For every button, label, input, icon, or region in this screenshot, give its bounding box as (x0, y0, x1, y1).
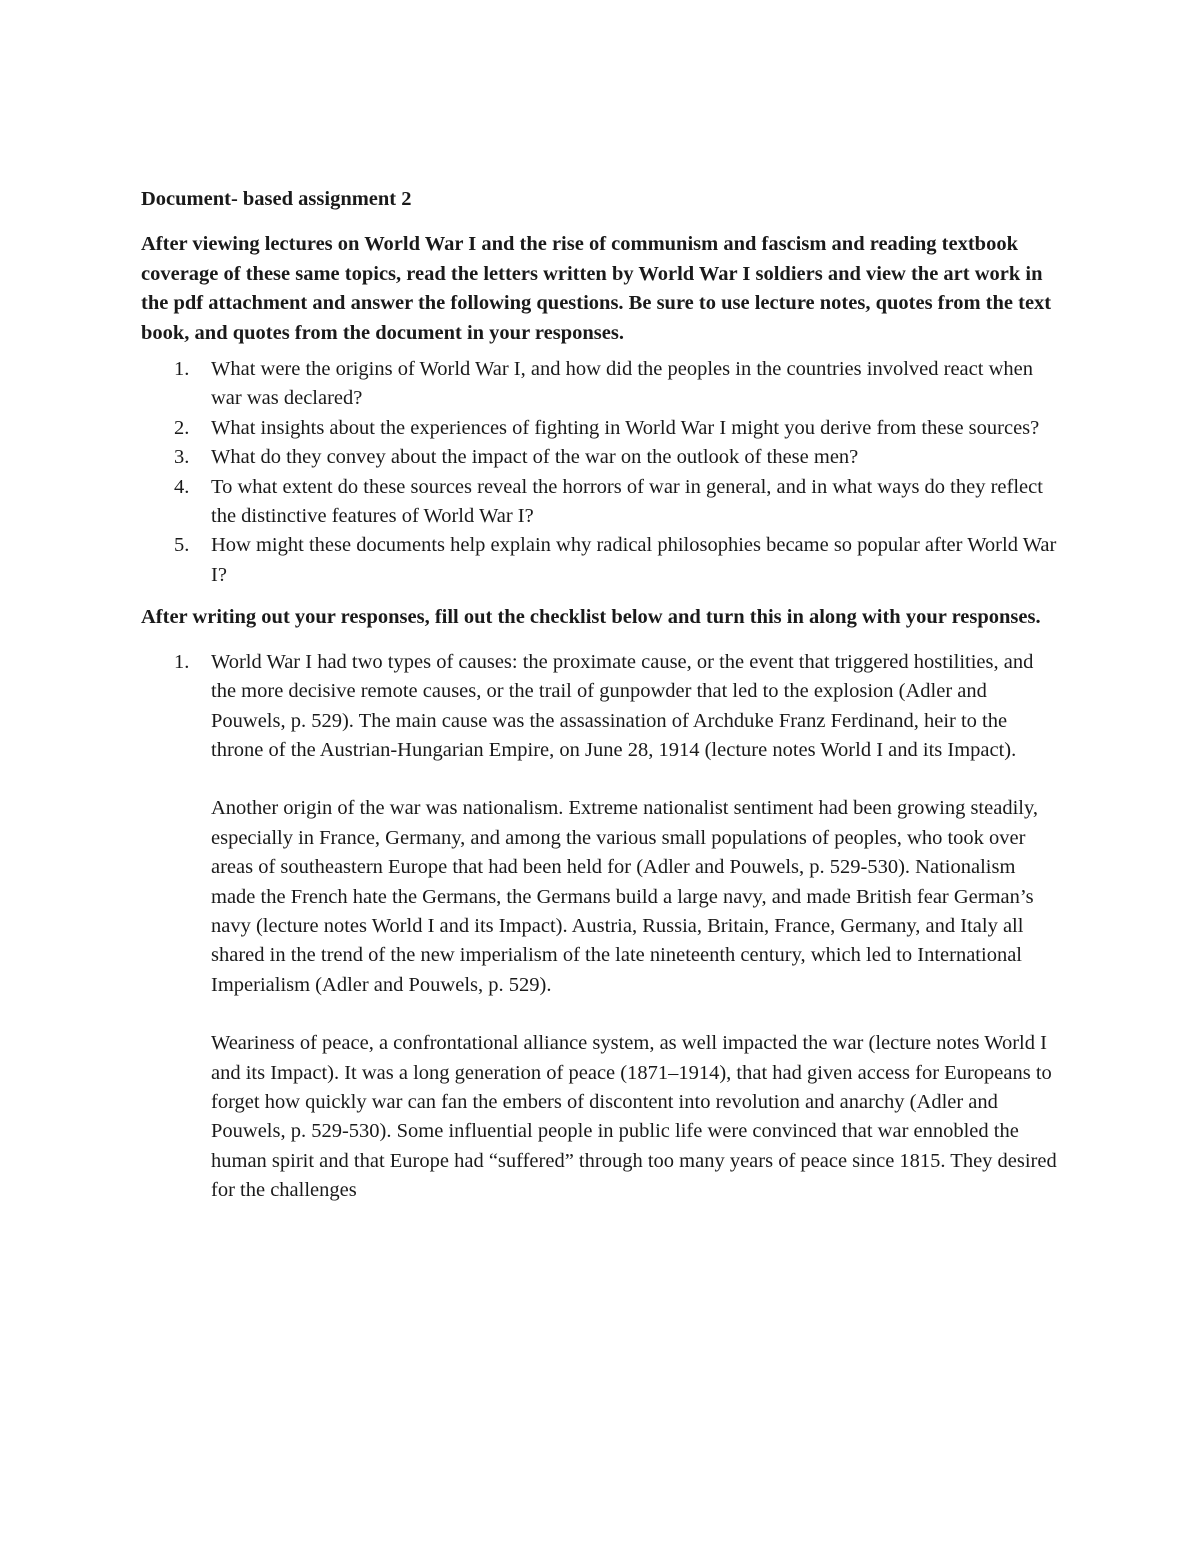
question-item (141, 531, 1061, 590)
question-list (141, 355, 1061, 590)
checklist-instructions: After writing out your responses, fill out the checklist below and turn this in along with your responses. (141, 606, 1041, 629)
question-text: How might these documents help explain why radical philosophies became so popular after World War I? (211, 534, 1057, 586)
question-number: 4. (174, 475, 190, 498)
response-paragraph: World War I had two types of causes: the proximate cause, or the event that triggered hostilities, and the more decisive remote causes, or the trail of gunpowder that led to the explosion (Adler and Pouwels, p. 529). The main cause was the assassination of Archduke Franz Ferdinand, heir to the throne of the Austrian-Hungarian Empire, on June 28, 1914 (lecture notes World I and its Impact). (211, 650, 1034, 761)
question-text: To what extent do these sources reveal the horrors of war in general, and in what ways do they reflect the distinctive features of World War I? (211, 475, 1043, 528)
question-text: What were the origins of World War I, and how did the peoples in the countries involved react when war was declared? (211, 358, 1033, 410)
document-page (141, 185, 1061, 1206)
response-paragraph: Weariness of peace, a confrontational alliance system, as well impacted the war (lecture notes World I and its Impact). It was a long generation of peace (1871–1914), that had given access for Europeans to forget how quickly war can fan the embers of discontent into revolution and anarchy (Adler and Pouwels, p. 529-530). Some influential people in public life were convinced that war ennobled the human spirit and that Europe had “suffered” through too many years of peace since 1815. They desired for the challenges (211, 1032, 1057, 1202)
question-number: 1. (174, 358, 190, 381)
question-item (141, 355, 1061, 414)
response-number: 1. (174, 650, 190, 673)
question-number: 3. (174, 446, 190, 469)
response-item (141, 648, 1061, 1206)
question-item (141, 414, 1061, 443)
question-text: What insights about the experiences of fighting in World War I might you derive from these sources? (211, 416, 1040, 439)
question-item (141, 473, 1061, 532)
question-number: 2. (174, 416, 190, 439)
question-item (141, 443, 1061, 472)
assignment-instructions: After viewing lectures on World War I and the rise of communism and fascism and reading textbook coverage of these same topics, read the letters written by World War I soldiers and view the art work in the pdf attachment and answer the following questions. Be sure to use lecture notes, quotes from the text book, and quotes from the document in your responses. (141, 233, 1052, 344)
response-paragraph: Another origin of the war was nationalism. Extreme nationalist sentiment had been growing steadily, especially in France, Germany, and among the various small populations of peoples, who took over areas of southeastern Europe that had been held for (Adler and Pouwels, p. 529-530). Nationalism made the French hate the Germans, the Germans build a large navy, and made British fear German’s navy (lecture notes World I and its Impact). Austria, Russia, Britain, France, Germany, and Italy all shared in the trend of the new imperialism of the late nineteenth century, which led to International Imperialism (Adler and Pouwels, p. 529). (211, 797, 1039, 996)
question-text: What do they convey about the impact of the war on the outlook of these men? (211, 446, 859, 469)
document-title: Document- based assignment 2 (141, 188, 412, 210)
response-list (141, 648, 1061, 1206)
question-number: 5. (174, 534, 190, 557)
